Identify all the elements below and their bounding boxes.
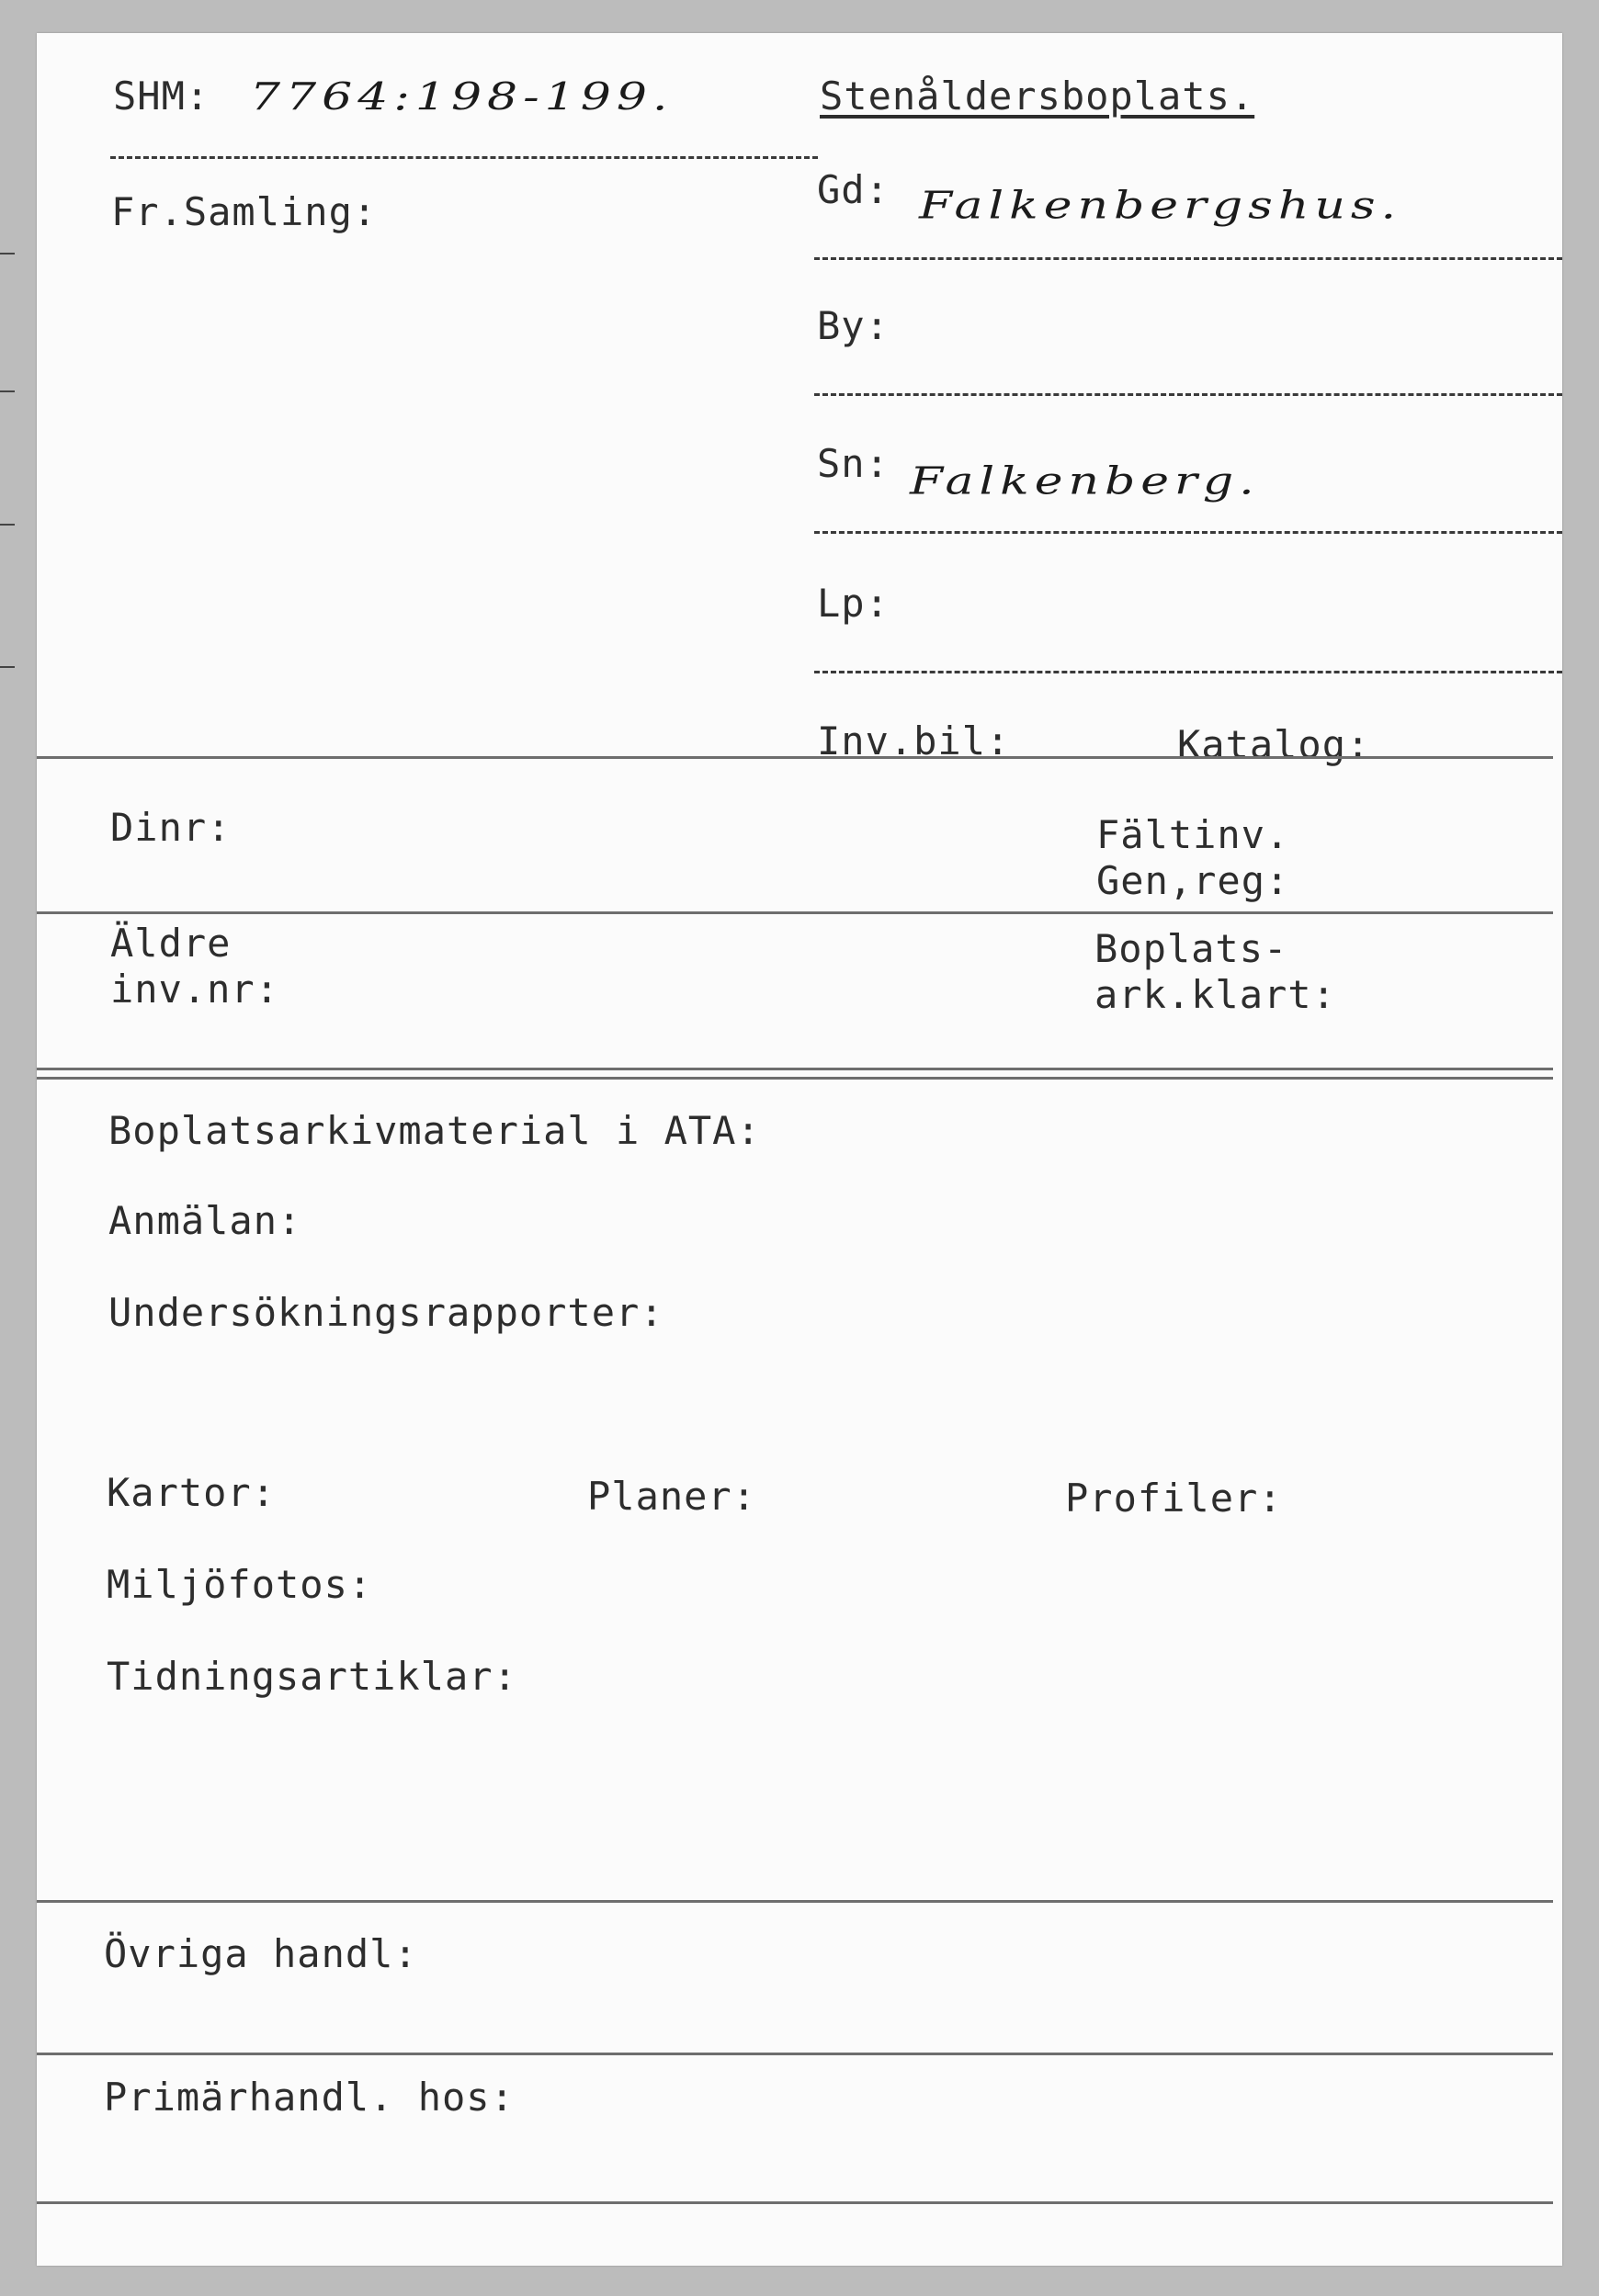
shm-number-handwritten: 7764:198-199. xyxy=(250,75,674,119)
section-line-1 xyxy=(37,756,1553,759)
gd-line xyxy=(814,257,1562,260)
dinr-label: Dinr: xyxy=(110,805,232,850)
lp-line xyxy=(814,671,1562,673)
tidningsartiklar-label: Tidningsartiklar: xyxy=(107,1654,517,1699)
section-line-3 xyxy=(37,1900,1553,1903)
aldre-line2: inv.nr: xyxy=(110,967,280,1012)
primarhandl-label: Primärhandl. hos: xyxy=(104,2075,515,2120)
anmalan-label: Anmälan: xyxy=(108,1198,302,1243)
sn-label: Sn: xyxy=(817,441,890,486)
by-line xyxy=(814,393,1562,396)
planer-label: Planer: xyxy=(587,1474,757,1519)
faltinv-line1: Fältinv. xyxy=(1096,812,1290,857)
section-line-5 xyxy=(37,2201,1553,2204)
profiler-label: Profiler: xyxy=(1065,1476,1283,1521)
ovriga-handl-label: Övriga handl: xyxy=(104,1931,418,1976)
sn-value-handwritten: Falkenberg. xyxy=(910,459,1260,503)
section-line-4 xyxy=(37,2053,1553,2055)
section-line-2 xyxy=(37,911,1553,914)
gd-value-handwritten: Falkenbergshus. xyxy=(919,184,1402,228)
shm-label: SHM: xyxy=(113,74,210,119)
lp-label: Lp: xyxy=(817,581,890,626)
double-line-top xyxy=(37,1068,1553,1070)
boplats-line2: ark.klart: xyxy=(1094,972,1336,1017)
miljofotos-label: Miljöfotos: xyxy=(107,1562,373,1607)
fr-samling-label: Fr.Samling: xyxy=(111,189,378,234)
boplats-line1: Boplats- xyxy=(1094,926,1288,971)
undersokningsrapporter-label: Undersökningsrapporter: xyxy=(108,1290,664,1335)
katalog-label: Katalog: xyxy=(1177,722,1371,767)
header-divider xyxy=(110,156,818,159)
gd-label: Gd: xyxy=(817,167,890,212)
sn-line xyxy=(814,531,1562,534)
archive-heading: Boplatsarkivmaterial i ATA: xyxy=(108,1108,761,1153)
inv-bil-label: Inv.bil: xyxy=(817,718,1011,763)
double-line-bottom xyxy=(37,1077,1553,1080)
by-label: By: xyxy=(817,303,890,348)
site-type-title: Stenåldersboplats. xyxy=(820,74,1255,119)
kartor-label: Kartor: xyxy=(107,1470,277,1515)
catalog-card xyxy=(37,33,1562,2266)
faltinv-line2: Gen,reg: xyxy=(1096,858,1290,903)
aldre-line1: Äldre xyxy=(110,921,232,966)
